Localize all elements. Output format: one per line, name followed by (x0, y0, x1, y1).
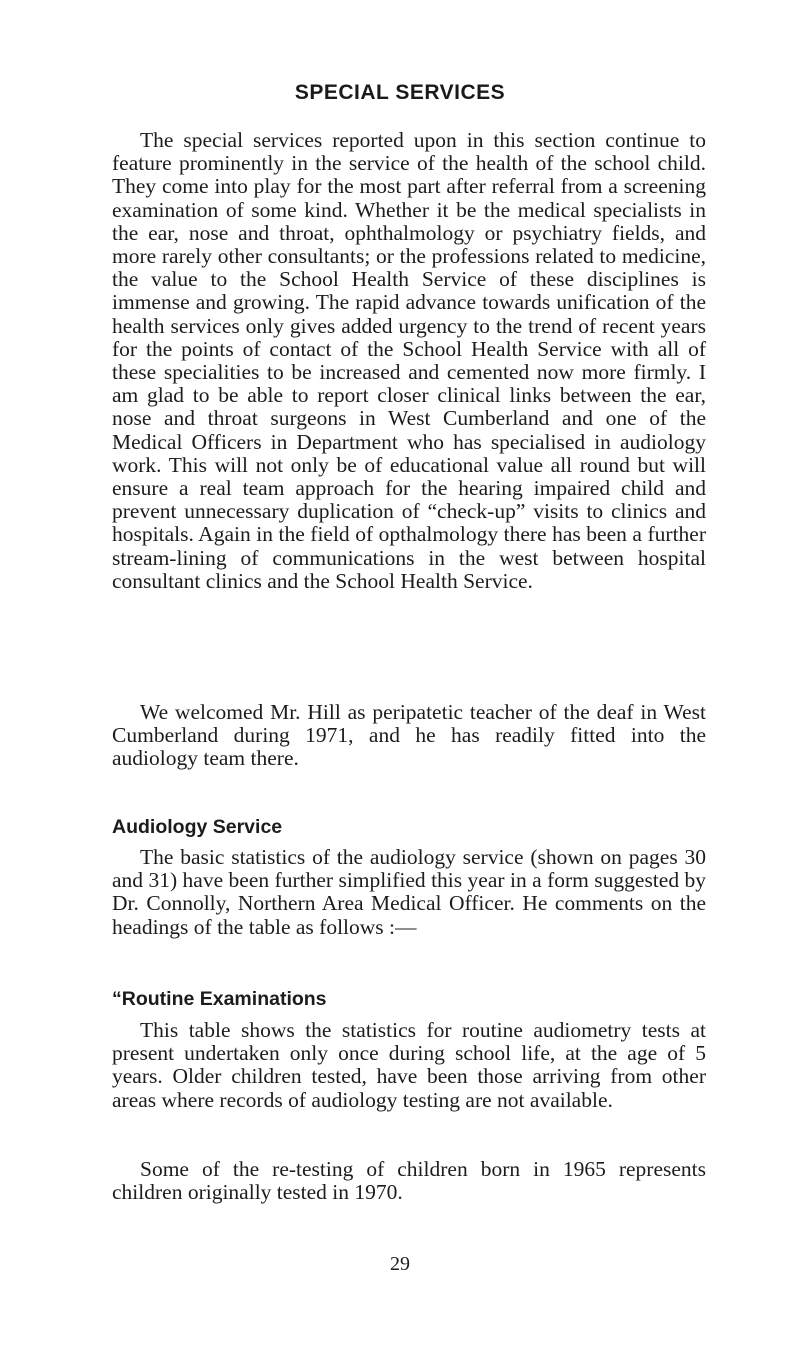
audiology-section (112, 816, 706, 939)
audiology-paragraph: The basic statistics of the audiology service (shown on pages 30 and 31) have been further simplified this year in a form suggested by Dr. Connolly, Northern Area Medical Officer. He comments on the headings of the table as follows :— (112, 845, 706, 939)
retesting-paragraph: Some of the re-testing of children born in 1965 represents children originally tested in 1970. (112, 1157, 706, 1205)
teacher-paragraph: We welcomed Mr. Hill as peripatetic teacher of the deaf in West Cumberland during 1971, and he has readily fitted into the audiology team there. (112, 700, 706, 771)
routine-heading: “Routine Examinations (112, 988, 327, 1010)
teacher-section (112, 701, 706, 771)
routine-paragraph: This table shows the statistics for routine audiometry tests at present undertaken only once during school life, at the age of 5 years. Older children tested, have been those arriving from other areas where records of audiology testing are not available. (112, 1018, 706, 1112)
intro-paragraph: The special services reported upon in this section continue to feature prominently in the service of the health of the school child. They come into play for the most part after referral from a screening examination of some kind. Whether it be the medical specialists in the ear, nose and throat, ophthalmology or psychiatry fields, and more rarely other consultants; or the professions related to medicine, the value to the School Health Service of these disciplines is immense and growing. The rapid advance towards unification of the health services only gives added urgency to the trend of recent years for the points of contact of the School Health Service with all of these specialities to be increased and cemented now more firmly. I am glad to be able to report closer clinical links between the ear, nose and throat surgeons in West Cumberland and one of the Medical Officers in Department who has specialised in audiology work. This will not only be of educational value all round but will ensure a real team approach for the hearing impaired child and prevent unnecessary duplication of “check-up” visits to clinics and hospitals. Again in the field of opthalmology there has been a further stream-lining of communications in the west between hospital consultant clinics and the School Health Service. (112, 128, 706, 593)
page-number: 29 (390, 1253, 410, 1275)
audiology-heading: Audiology Service (112, 816, 283, 838)
routine-section (112, 988, 706, 1112)
intro-section (112, 129, 706, 593)
page-title: SPECIAL SERVICES (294, 81, 506, 104)
retesting-section (112, 1158, 706, 1204)
